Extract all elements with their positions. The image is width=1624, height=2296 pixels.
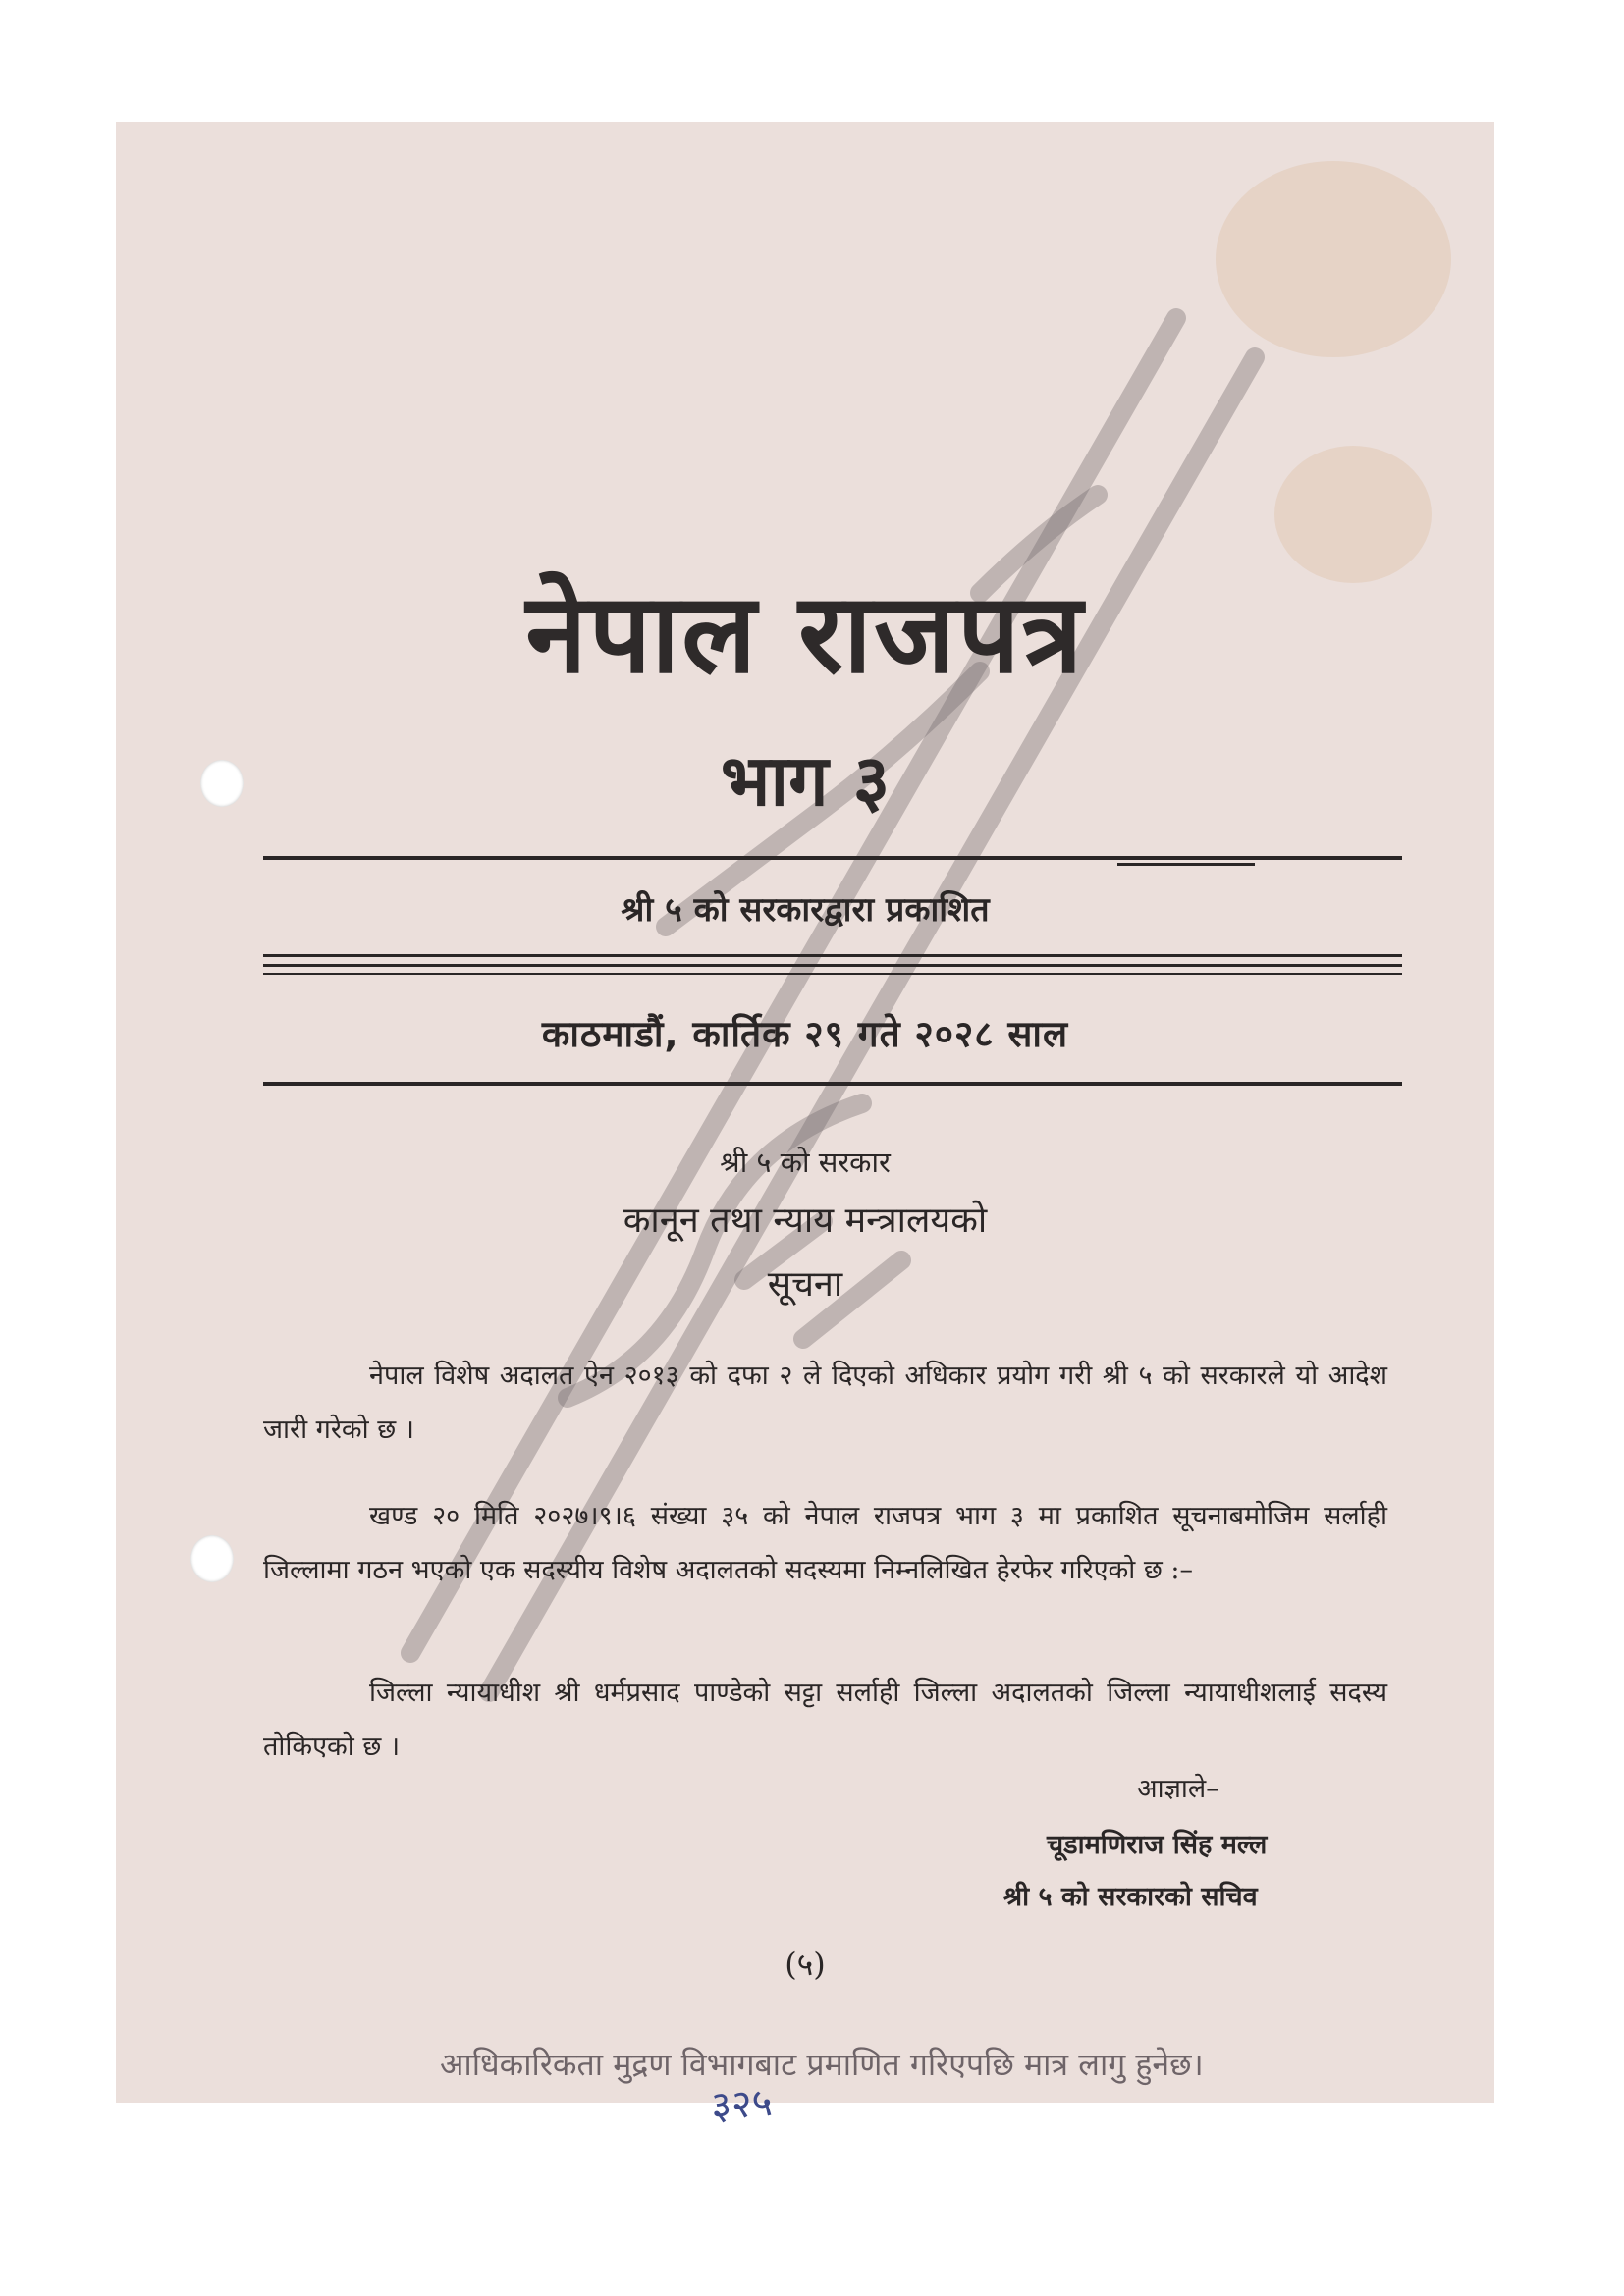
punch-hole-bottom (190, 1535, 234, 1582)
diagonal-stamp-watermark (116, 122, 1494, 2103)
authentication-note: आधिकारिकता मुद्रण विभागबाट प्रमाणित गरिएपछि मात्र लागु हुनेछ। (440, 2046, 1204, 2083)
ministry-line: कानून तथा न्याय मन्त्रालयको (623, 1201, 988, 1241)
rule-divider (263, 856, 1402, 860)
paper-stain (1216, 161, 1451, 357)
rule-divider (263, 954, 1402, 957)
signatory-designation: श्री ५ को सरकारको सचिव (1003, 1882, 1258, 1912)
rule-divider (1117, 863, 1255, 866)
notice-paragraph: जिल्ला न्यायाधीश श्री धर्मप्रसाद पाण्डेको सट्टा सर्लाही जिल्ला अदालतको जिल्ला न्यायाधीशलाई सदस्य तोकिएको छ । (263, 1678, 1387, 1762)
notice-paragraph: खण्ड २० मिति २०२७।९।६ संख्या ३५ को नेपाल राजपत्र भाग ३ मा प्रकाशित सूचनाबमोजिम सर्लाही जिल्लामा गठन भएको एक सदस्यीय विशेष अदालतको सदस्यमा निम्नलिखित हेरफेर गरिएको छ :– (263, 1501, 1387, 1585)
publisher-line: श्री ५ को सरकारद्वारा प्रकाशित (621, 890, 990, 930)
gazette-part: भाग ३ (720, 739, 891, 822)
gazette-title: नेपाल राजपत्र (525, 570, 1085, 698)
rule-divider (263, 964, 1402, 967)
gazette-sheet (116, 122, 1494, 2130)
signature-by: आज्ञाले– (1137, 1774, 1219, 1804)
handwritten-number: ३२५ (709, 2079, 775, 2130)
signatory-name: चूडामणिराज सिंह मल्ल (1047, 1830, 1268, 1860)
notice-paragraph: नेपाल विशेष अदालत ऐन २०१३ को दफा २ ले दिएको अधिकार प्रयोग गरी श्री ५ को सरकारले यो आदेश जारी गरेको छ । (263, 1361, 1387, 1445)
dateline: काठमाडौं, कार्तिक २९ गते २०२८ साल (541, 1013, 1069, 1055)
government-line: श्री ५ को सरकार (720, 1146, 891, 1179)
rule-divider (263, 1082, 1402, 1086)
rule-divider (263, 973, 1402, 975)
page-number: (५) (785, 1946, 826, 1983)
notice-heading: सूचना (767, 1264, 843, 1305)
